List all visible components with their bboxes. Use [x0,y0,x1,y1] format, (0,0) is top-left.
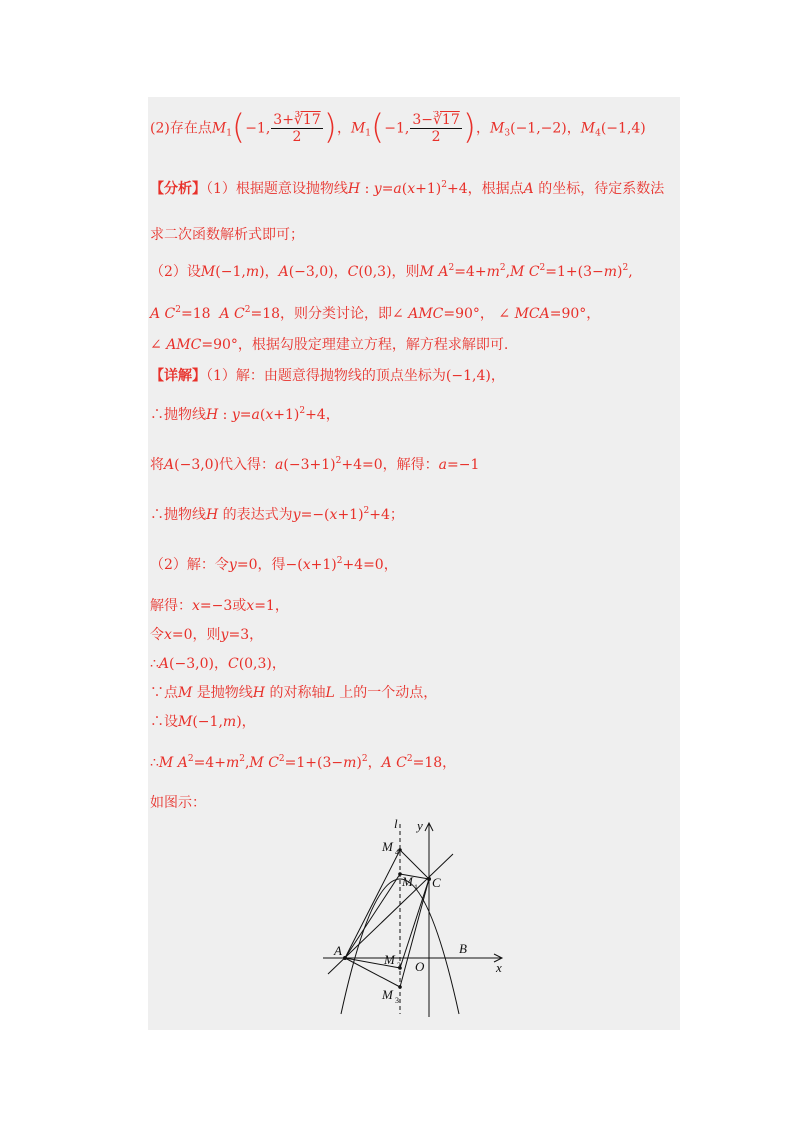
detail-line-2: ∴抛物线H : $y=a(x+1)^2+4$， [150,406,340,423]
label-M3: M [382,987,393,1002]
analysis-line-1: 【分析】（1）根据题意设抛物线H : $y=a(x+1)^2+4$，根据点A 的坐标，待定系数法 [150,180,665,197]
point-M3 [398,985,402,989]
detail-line-9: ∵点M 是抛物线H 的对称轴L 上的一个动点， [150,685,438,701]
label-C: C [432,875,441,890]
segment-A-M1 [345,874,400,958]
label-M4-sub: 4 [395,848,399,857]
analysis-line-2: 求二次函数解析式即可； [150,227,304,243]
detail-line-6: 解得：x=−3或x=1， [150,598,289,614]
analysis-line-4: A $C^2=18$ A $C^2=18$，则分类讨论，即∠ AMC=90°， ∠ MCA=90°， [150,305,601,322]
analysis-heading: 【分析】 [150,181,206,197]
answer-label: (2)存在点 [150,120,212,137]
label-O: O [415,959,425,974]
detail-line-5: （2）解：令y=0，得$-(x+1)^2+4=0$， [150,556,398,573]
detail-line-1: 【详解】（1）解：由题意得抛物线的顶点坐标为(−1,4)， [150,368,505,384]
label-M1-sub: 1 [414,883,418,892]
detail-line-8: ∴A(−3,0)，C(0,3)， [150,656,286,672]
detail-line-11: ∴M $A^2=4+m^2,M$ $C^2=1+(3-m)^2$，A $C^2=18$， [150,754,457,771]
label-M4: M [382,839,393,854]
detail-line-3: 将A(−3,0)代入得：$a(-3+1)^2+4=0$，解得：a=−1 [150,456,480,473]
label-M1: M [402,874,413,889]
label-M3-sub: 3 [395,996,399,1005]
detail-heading: 【详解】 [150,368,206,384]
point-A [343,956,347,960]
label-A: A [334,943,342,958]
analysis-line-3: （2）设M(−1,m)，A(−3,0)，C(0,3)，则M $A^2=4+m^2,M$ $C^2=1+(3-m)^2$, [150,263,633,280]
label-M2-sub: 2 [397,961,401,970]
parabola-figure [318,814,508,1024]
label-M2: M [384,952,395,967]
detail-line-4: ∴抛物线H 的表达式为$y=-(x+1)^2+4$； [150,506,404,523]
segment-A-M4 [345,850,400,958]
label-y: y [417,818,423,833]
label-x: x [496,960,502,975]
analysis-line-5: ∠ AMC=90°，根据勾股定理建立方程，解方程求解即可. [150,337,509,353]
point-C [427,877,431,881]
label-l: l [394,816,398,831]
label-B: B [459,941,467,956]
answer-line: (2)存在点$M_1(-1$, $\frac{3+∛17}{2}$ )，$M_1(-1$, $\frac{3-∛17}{2}$ )，$M_3(-1,-2)$，$M_4(-1,4)$ [150,107,646,148]
segment-C-M2 [400,879,429,968]
detail-line-10: ∴设M(−1,m)， [150,714,256,730]
detail-line-12: 如图示： [150,795,206,811]
detail-line-7: 令x=0，则y=3， [150,627,264,643]
